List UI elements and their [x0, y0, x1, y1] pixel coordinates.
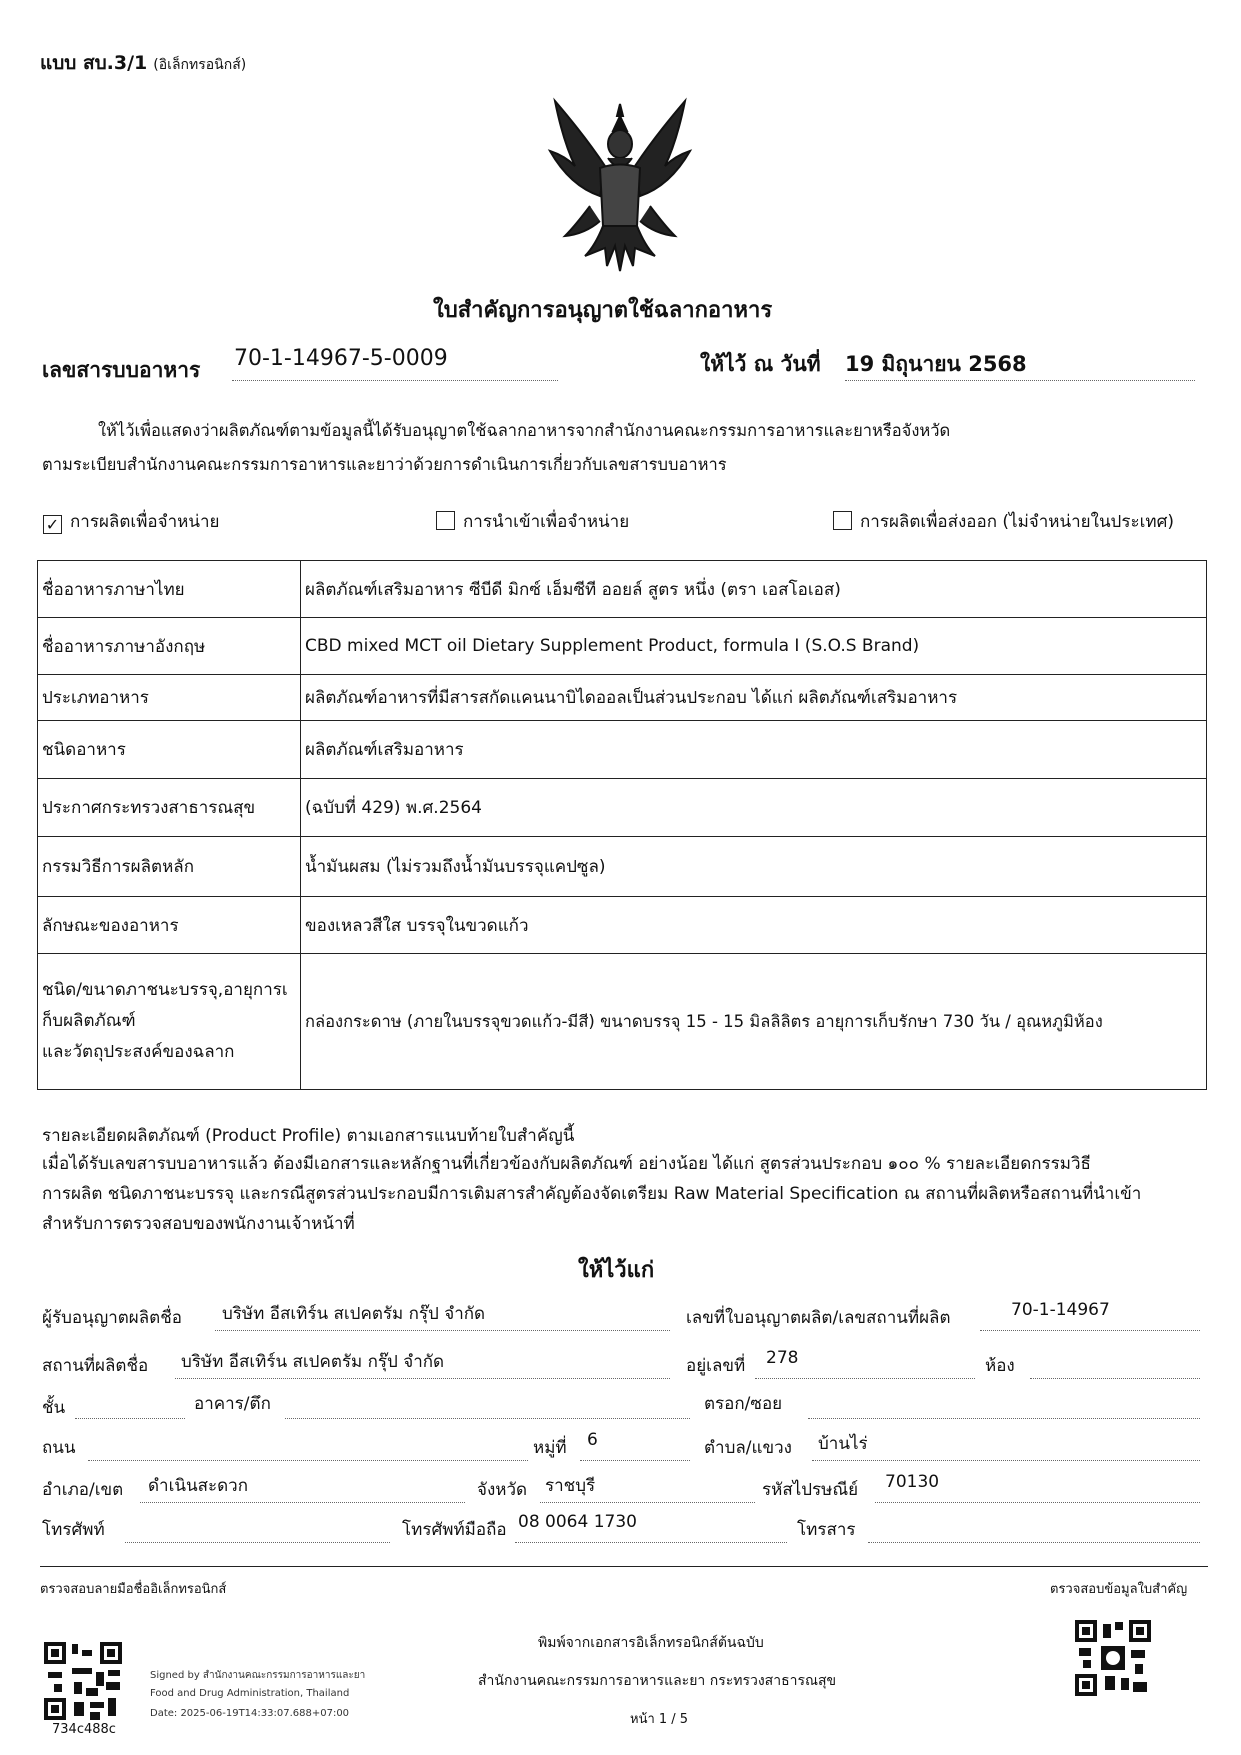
table-row — [38, 561, 1207, 618]
alley-label: ตรอก/ซอย — [704, 1394, 783, 1414]
empty-box-icon — [436, 511, 455, 530]
district-value: ดำเนินสะดวก — [148, 1476, 249, 1496]
row-value: ของเหลวสีใส บรรจุในขวดแก้ว — [301, 897, 1207, 954]
product-info-table — [37, 560, 1207, 1090]
form-code-main: แบบ สบ.3/1 — [40, 52, 148, 74]
licensee-label: ผู้รับอนุญาตผลิตชื่อ — [42, 1308, 182, 1328]
checkbox-export[interactable] — [833, 508, 1174, 535]
page-number: หน้า 1 / 5 — [630, 1712, 689, 1727]
row-value: ผลิตภัณฑ์อาหารที่มีสารสกัดแคนนาบิไดออลเป็นส่วนประกอบ ได้แก่ ผลิตภัณฑ์เสริมอาหาร — [301, 675, 1207, 721]
row-label: กรรมวิธีการผลิตหลัก — [38, 837, 301, 897]
agency-label: สำนักงานคณะกรรมการอาหารและยา กระทรวงสาธารณสุข — [478, 1673, 837, 1689]
license-no-label: เลขที่ใบอนุญาตผลิต/เลขสถานที่ผลิต — [686, 1308, 951, 1328]
table-row — [38, 779, 1207, 837]
subdistrict-label: ตำบล/แขวง — [704, 1438, 792, 1458]
site-value: บริษัท อีสเทิร์น สเปคตรัม กรุ๊ป จำกัด — [181, 1352, 445, 1372]
row-value: น้ำมันผสม (ไม่รวมถึงน้ำมันบรรจุแคปซูล) — [301, 837, 1207, 897]
table-row — [38, 618, 1207, 675]
row-label: ชนิดอาหาร — [38, 721, 301, 779]
row-label: ประเภทอาหาร — [38, 675, 301, 721]
row-value: กล่องกระดาษ (ภายในบรรจุขวดแก้ว-มีสี) ขนาดบรรจุ 15 - 15 มิลลิลิตร อายุการเก็บรักษา 730 วัน / อุณหภูมิห้อง — [301, 954, 1207, 1090]
mobile-label: โทรศัพท์มือถือ — [402, 1520, 507, 1540]
licensee-value: บริษัท อีสเทิร์น สเปคตรัม กรุ๊ป จำกัด — [222, 1304, 486, 1324]
intro-line-1: ให้ไว้เพื่อแสดงว่าผลิตภัณฑ์ตามข้อมูลนี้ได้รับอนุญาตใช้ฉลากอาหารจากสำนักงานคณะกรรมการอาหารและยาหรือจังหวัด — [98, 421, 951, 440]
province-label: จังหวัด — [477, 1480, 528, 1500]
issued-label: ให้ไว้ ณ วันที่ — [700, 352, 821, 376]
table-row — [38, 721, 1207, 779]
row-label-line: และวัตถุประสงค์ของฉลาก — [42, 1042, 235, 1062]
row-label: ชื่ออาหารภาษาอังกฤษ — [38, 618, 301, 675]
intro-line-2: ตามระเบียบสำนักงานคณะกรรมการอาหารและยาว่าด้วยการดำเนินการเกี่ยวกับเลขสารบบอาหาร — [42, 455, 727, 474]
mobile-value: 08 0064 1730 — [518, 1512, 637, 1532]
floor-label: ชั้น — [42, 1398, 66, 1418]
row-label-line: ก็บผลิตภัณฑ์ — [42, 1011, 136, 1031]
address-no-label: อยู่เลขที่ — [686, 1356, 746, 1376]
checkbox-import-sale[interactable] — [436, 508, 629, 535]
row-label-line: ชนิด/ขนาดภาชนะบรรจุ,อายุการเ — [42, 980, 288, 1000]
notice-line-3: สำหรับการตรวจสอบของพนักงานเจ้าหน้าที่ — [42, 1214, 355, 1234]
signature-qr-code[interactable] — [44, 1642, 122, 1720]
postcode-label: รหัสไปรษณีย์ — [762, 1480, 859, 1500]
footer-divider — [40, 1566, 1208, 1567]
subdistrict-value: บ้านไร่ — [818, 1434, 868, 1454]
table-row — [38, 897, 1207, 954]
row-label: ชื่ออาหารภาษาไทย — [38, 561, 301, 618]
row-value: (ฉบับที่ 429) พ.ศ.2564 — [301, 779, 1207, 837]
notice-line-2: การผลิต ชนิดภาชนะบรรจุ และกรณีสูตรส่วนประกอบมีการเติมสารสำคัญต้องจัดเตรียม Raw Material Specification ณ สถานที่ผลิตหรือสถานที่นำเข้า — [42, 1184, 1142, 1204]
reg-number-label: เลขสารบบอาหาร — [42, 358, 201, 382]
issued-date: 19 มิถุนายน 2568 — [845, 352, 1027, 376]
row-value: ผลิตภัณฑ์เสริมอาหาร — [301, 721, 1207, 779]
printed-from-label: พิมพ์จากเอกสารอิเล็กทรอนิกส์ต้นฉบับ — [538, 1635, 764, 1651]
province-value: ราชบุรี — [545, 1476, 596, 1496]
checkbox-label: การนำเข้าเพื่อจำหน่าย — [463, 512, 630, 532]
certificate-info-qr-code[interactable] — [1075, 1620, 1151, 1696]
qr-code-text: 734c488c — [52, 1722, 116, 1737]
signed-by: Signed by สำนักงานคณะกรรมการอาหารและยา — [150, 1670, 366, 1681]
phone-label: โทรศัพท์ — [42, 1520, 105, 1540]
table-row — [38, 837, 1207, 897]
site-label: สถานที่ผลิตชื่อ — [42, 1356, 149, 1376]
signed-date: Date: 2025-06-19T14:33:07.688+07:00 — [150, 1708, 350, 1719]
moo-value: 6 — [587, 1430, 598, 1450]
moo-label: หมู่ที่ — [533, 1438, 567, 1458]
license-no-value: 70-1-14967 — [1011, 1300, 1110, 1320]
document-title: ใบสำคัญการอนุญาตใช้ฉลากอาหาร — [433, 298, 773, 323]
profile-line: รายละเอียดผลิตภัณฑ์ (Product Profile) ตามเอกสารแนบท้ายใบสำคัญนี้ — [42, 1126, 575, 1146]
given-to-heading: ให้ไว้แก่ — [578, 1258, 655, 1283]
road-label: ถนน — [42, 1438, 76, 1458]
row-label — [38, 954, 301, 1090]
room-label: ห้อง — [985, 1356, 1015, 1376]
garuda-emblem-icon — [545, 96, 695, 281]
table-row — [38, 675, 1207, 721]
verify-info-label: ตรวจสอบข้อมูลใบสำคัญ — [1050, 1582, 1188, 1597]
checkbox-manufacture-sale[interactable] — [43, 508, 219, 535]
fax-label: โทรสาร — [797, 1520, 856, 1540]
verify-signature-label: ตรวจสอบลายมือชื่ออิเล็กทรอนิกส์ — [40, 1582, 227, 1597]
row-label: ลักษณะของอาหาร — [38, 897, 301, 954]
checked-box-icon: ✓ — [43, 515, 62, 534]
signed-org-en: Food and Drug Administration, Thailand — [150, 1688, 350, 1699]
form-code — [40, 48, 246, 78]
checkbox-label: การผลิตเพื่อจำหน่าย — [70, 512, 220, 532]
table-row — [38, 954, 1207, 1090]
row-value: CBD mixed MCT oil Dietary Supplement Product, formula I (S.O.S Brand) — [301, 618, 1207, 675]
row-label: ประกาศกระทรวงสาธารณสุข — [38, 779, 301, 837]
postcode-value: 70130 — [885, 1472, 940, 1492]
form-code-note: (อิเล็กทรอนิกส์) — [153, 57, 247, 73]
district-label: อำเภอ/เขต — [42, 1480, 124, 1500]
empty-box-icon — [833, 511, 852, 530]
address-no-value: 278 — [766, 1348, 799, 1368]
notice-line-1: เมื่อได้รับเลขสารบบอาหารแล้ว ต้องมีเอกสารและหลักฐานที่เกี่ยวข้องกับผลิตภัณฑ์ อย่างน้อย ได้แก่ สูตรส่วนประกอบ ๑๐๐ % รายละเอียดกรรมวิธี — [42, 1154, 1091, 1174]
checkbox-label: การผลิตเพื่อส่งออก (ไม่จำหน่ายในประเทศ) — [860, 512, 1175, 532]
building-label: อาคาร/ตึก — [194, 1394, 271, 1414]
reg-number-value: 70-1-14967-5-0009 — [234, 346, 448, 371]
row-value: ผลิตภัณฑ์เสริมอาหาร ซีบีดี มิกซ์ เอ็มซีที ออยล์ สูตร หนึ่ง (ตรา เอสโอเอส) — [301, 561, 1207, 618]
